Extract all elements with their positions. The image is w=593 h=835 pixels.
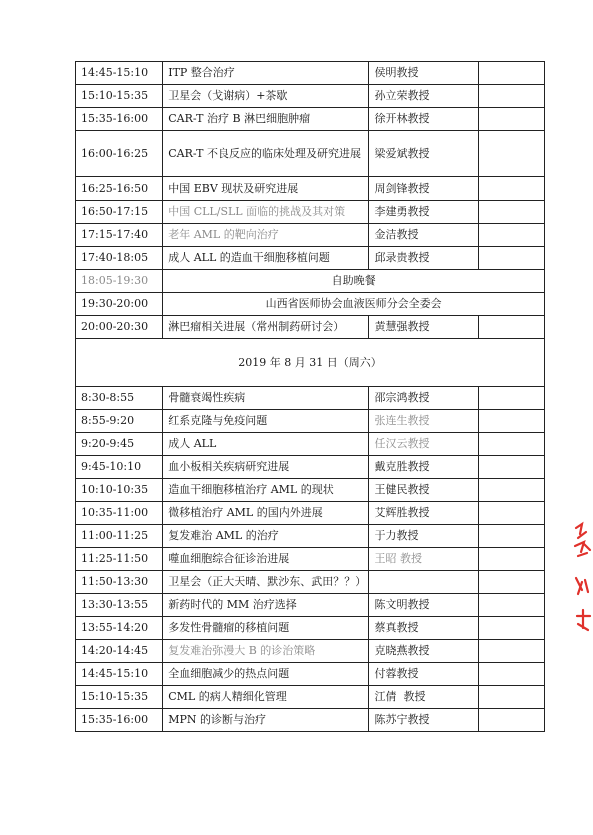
topic-cell: 血小板相关疾病研究进展 <box>163 456 369 479</box>
topic-cell: 卫星会（正大天晴、默沙东、武田？？） <box>163 571 369 594</box>
speaker-cell: 邱录贵教授 <box>369 247 479 270</box>
topic-cell: 多发性骨髓瘤的移植问题 <box>163 617 369 640</box>
empty-cell <box>479 617 545 640</box>
empty-cell <box>479 62 545 85</box>
empty-cell <box>479 548 545 571</box>
table-row <box>76 525 545 548</box>
empty-cell <box>479 456 545 479</box>
topic-cell: 噬血细胞综合征诊治进展 <box>163 548 369 571</box>
table-row <box>76 293 545 316</box>
empty-cell <box>479 387 545 410</box>
speaker-cell: 徐开林教授 <box>369 108 479 131</box>
time-cell: 10:35-11:00 <box>76 502 163 525</box>
speaker-cell: 王健民教授 <box>369 479 479 502</box>
speaker-cell: 克晓燕教授 <box>369 640 479 663</box>
red-seal-stamp <box>572 520 593 640</box>
empty-cell <box>479 686 545 709</box>
empty-cell <box>479 85 545 108</box>
table-row <box>76 108 545 131</box>
speaker-cell: 于力教授 <box>369 525 479 548</box>
time-cell: 14:45-15:10 <box>76 62 163 85</box>
empty-cell <box>479 108 545 131</box>
time-cell: 9:20-9:45 <box>76 433 163 456</box>
time-cell: 13:30-13:55 <box>76 594 163 617</box>
empty-cell <box>479 640 545 663</box>
speaker-cell: 周剑锋教授 <box>369 177 479 201</box>
time-cell: 11:50-13:30 <box>76 571 163 594</box>
time-cell: 19:30-20:00 <box>76 293 163 316</box>
table-row <box>76 247 545 270</box>
topic-cell: 卫星会（戈谢病）+茶歇 <box>163 85 369 108</box>
speaker-cell: 陈苏宁教授 <box>369 709 479 732</box>
topic-cell: 中国 EBV 现状及研究进展 <box>163 177 369 201</box>
table-row <box>76 502 545 525</box>
topic-cell: 复发难治弥漫大 B 的诊治策略 <box>163 640 369 663</box>
table-row <box>76 594 545 617</box>
time-cell: 20:00-20:30 <box>76 316 163 339</box>
empty-cell <box>479 131 545 177</box>
empty-cell <box>479 177 545 201</box>
topic-cell: 中国 CLL/SLL 面临的挑战及其对策 <box>163 201 369 224</box>
date-header-row <box>76 339 545 387</box>
empty-cell <box>479 502 545 525</box>
empty-cell <box>479 594 545 617</box>
speaker-cell: 任汉云教授 <box>369 433 479 456</box>
time-cell: 16:50-17:15 <box>76 201 163 224</box>
table-row <box>76 548 545 571</box>
table-row <box>76 387 545 410</box>
speaker-cell: 戴克胜教授 <box>369 456 479 479</box>
empty-cell <box>479 247 545 270</box>
topic-cell: 成人 ALL <box>163 433 369 456</box>
speaker-cell: 蔡真教授 <box>369 617 479 640</box>
speaker-cell: 江倩 教授 <box>369 686 479 709</box>
speaker-cell: 李建勇教授 <box>369 201 479 224</box>
empty-cell <box>479 525 545 548</box>
speaker-cell: 孙立荣教授 <box>369 85 479 108</box>
table-row <box>76 62 545 85</box>
table-row <box>76 131 545 177</box>
time-cell: 9:45-10:10 <box>76 456 163 479</box>
time-cell: 8:30-8:55 <box>76 387 163 410</box>
time-cell: 15:35-16:00 <box>76 108 163 131</box>
time-cell: 11:25-11:50 <box>76 548 163 571</box>
table-row <box>76 270 545 293</box>
table-row <box>76 433 545 456</box>
time-cell: 16:25-16:50 <box>76 177 163 201</box>
time-cell: 8:55-9:20 <box>76 410 163 433</box>
empty-cell <box>479 224 545 247</box>
table-row <box>76 456 545 479</box>
time-cell: 15:10-15:35 <box>76 686 163 709</box>
date-header: 2019 年 8 月 31 日（周六） <box>76 339 545 387</box>
time-cell: 18:05-19:30 <box>76 270 163 293</box>
table-row <box>76 663 545 686</box>
schedule-table <box>75 61 545 732</box>
topic-cell: MPN 的诊断与治疗 <box>163 709 369 732</box>
empty-cell <box>479 410 545 433</box>
speaker-cell <box>369 571 479 594</box>
topic-cell: 老年 AML 的靶向治疗 <box>163 224 369 247</box>
merged-topic-cell: 自助晚餐 <box>163 270 545 293</box>
speaker-cell: 张连生教授 <box>369 410 479 433</box>
table-row <box>76 571 545 594</box>
empty-cell <box>479 663 545 686</box>
empty-cell <box>479 433 545 456</box>
topic-cell: 复发难治 AML 的治疗 <box>163 525 369 548</box>
speaker-cell: 邵宗鸿教授 <box>369 387 479 410</box>
time-cell: 17:15-17:40 <box>76 224 163 247</box>
table-row <box>76 177 545 201</box>
table-row <box>76 410 545 433</box>
speaker-cell: 付蓉教授 <box>369 663 479 686</box>
topic-cell: 全血细胞减少的热点问题 <box>163 663 369 686</box>
speaker-cell: 梁爱斌教授 <box>369 131 479 177</box>
topic-cell: 红系克隆与免疫问题 <box>163 410 369 433</box>
table-row <box>76 709 545 732</box>
topic-cell: 成人 ALL 的造血干细胞移植问题 <box>163 247 369 270</box>
time-cell: 17:40-18:05 <box>76 247 163 270</box>
topic-cell: 造血干细胞移植治疗 AML 的现状 <box>163 479 369 502</box>
time-cell: 15:10-15:35 <box>76 85 163 108</box>
time-cell: 15:35-16:00 <box>76 709 163 732</box>
speaker-cell: 王昭 教授 <box>369 548 479 571</box>
empty-cell <box>479 201 545 224</box>
speaker-cell: 陈文明教授 <box>369 594 479 617</box>
topic-cell: CML 的病人精细化管理 <box>163 686 369 709</box>
time-cell: 16:00-16:25 <box>76 131 163 177</box>
table-row <box>76 224 545 247</box>
speaker-cell: 侯明教授 <box>369 62 479 85</box>
table-row <box>76 617 545 640</box>
table-row <box>76 201 545 224</box>
table-row <box>76 85 545 108</box>
topic-cell: 骨髓衰竭性疾病 <box>163 387 369 410</box>
topic-cell: 微移植治疗 AML 的国内外进展 <box>163 502 369 525</box>
table-row <box>76 686 545 709</box>
time-cell: 10:10-10:35 <box>76 479 163 502</box>
speaker-cell: 艾辉胜教授 <box>369 502 479 525</box>
empty-cell <box>479 571 545 594</box>
empty-cell <box>479 316 545 339</box>
topic-cell: 新药时代的 MM 治疗选择 <box>163 594 369 617</box>
time-cell: 14:20-14:45 <box>76 640 163 663</box>
time-cell: 11:00-11:25 <box>76 525 163 548</box>
empty-cell <box>479 479 545 502</box>
table-row <box>76 640 545 663</box>
empty-cell <box>479 709 545 732</box>
merged-topic-cell: 山西省医师协会血液医师分会全委会 <box>163 293 545 316</box>
table-row <box>76 316 545 339</box>
topic-cell: CAR-T 治疗 B 淋巴细胞肿瘤 <box>163 108 369 131</box>
topic-cell: CAR-T 不良反应的临床处理及研究进展 <box>163 131 369 177</box>
table-row <box>76 479 545 502</box>
topic-cell: ITP 整合治疗 <box>163 62 369 85</box>
time-cell: 13:55-14:20 <box>76 617 163 640</box>
speaker-cell: 金洁教授 <box>369 224 479 247</box>
topic-cell: 淋巴瘤相关进展（常州制药研讨会） <box>163 316 369 339</box>
time-cell: 14:45-15:10 <box>76 663 163 686</box>
speaker-cell: 黄慧强教授 <box>369 316 479 339</box>
